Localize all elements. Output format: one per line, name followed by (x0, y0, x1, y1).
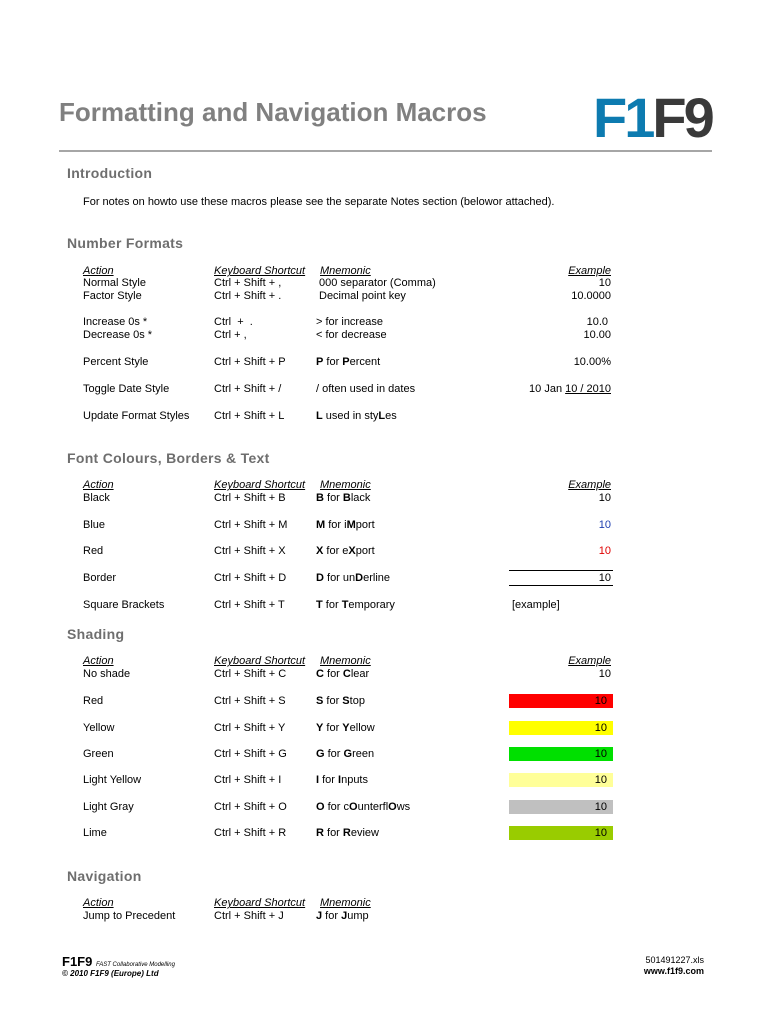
mnemonic-key-letter: D (316, 572, 324, 584)
action-cell: Square Brackets (83, 599, 165, 611)
mnemonic-key-letter: M (316, 519, 326, 531)
mnemonic-cell: > for increase (316, 316, 383, 328)
column-header-shortcut: Keyboard Shortcut (214, 897, 306, 909)
mnemonic-key-letter: S (316, 695, 324, 707)
column-header-mnemonic: Mnemonic (320, 897, 371, 909)
mnemonic-cell (316, 599, 395, 612)
action-cell: Red (83, 695, 104, 707)
f1f9-logo (593, 86, 712, 149)
mnemonic-text: port (355, 545, 375, 557)
mnemonic-key-letter: J (316, 910, 323, 922)
column-header-example: Example (568, 655, 611, 667)
shade-swatch (509, 721, 613, 735)
column-header-mnemonic: Mnemonic (320, 655, 371, 667)
action-cell: No shade (83, 668, 131, 680)
shortcut-cell: Ctrl + Shift + C (214, 668, 287, 680)
shortcut-cell: Ctrl + Shift + R (214, 827, 287, 839)
mnemonic-cell (316, 356, 380, 369)
example-cell: 10.0000 (571, 290, 611, 302)
intro-text: For notes on howto use these macros please see the separate Notes section (belowor attached). (83, 196, 555, 208)
shortcut-cell: Ctrl + Shift + X (214, 545, 286, 557)
mnemonic-text: unterfl (357, 801, 389, 813)
logo-part-1: F1 (593, 86, 653, 149)
shortcut-cell: Ctrl + Shift + G (214, 748, 287, 760)
mnemonic-text: for (323, 695, 343, 707)
action-cell: Percent Style (83, 356, 149, 368)
shortcut-cell: Ctrl + , (214, 329, 247, 341)
shortcut-cell: Ctrl + Shift + , (214, 277, 282, 289)
mnemonic-cell: / often used in dates (316, 383, 416, 395)
shortcut-cell: Ctrl + . (214, 316, 253, 328)
mnemonic-key-letter: G (343, 748, 353, 760)
mnemonic-key-letter: R (316, 827, 324, 839)
mnemonic-text: for (322, 910, 342, 922)
section-heading-navigation: Navigation (67, 868, 142, 884)
footer-filename: 501491227.xls (645, 955, 704, 965)
mnemonic-key-letter: S (342, 695, 350, 707)
mnemonic-text: for (323, 827, 343, 839)
mnemonic-cell (316, 410, 397, 423)
section-heading-shading: Shading (67, 626, 125, 642)
mnemonic-key-letter: O (349, 801, 358, 813)
mnemonic-key-letter: L (378, 410, 386, 422)
section-heading-number-formats: Number Formats (67, 235, 184, 251)
mnemonic-key-letter: Y (316, 722, 324, 734)
shortcut-cell: Ctrl + Shift + M (214, 519, 288, 531)
mnemonic-key-letter: T (316, 599, 323, 611)
border-top-line (509, 570, 613, 571)
mnemonic-key-letter: J (341, 910, 348, 922)
mnemonic-text: for i (325, 519, 347, 531)
mnemonic-key-letter: I (316, 774, 320, 786)
mnemonic-key-letter: X (316, 545, 324, 557)
action-cell: Jump to Precedent (83, 910, 176, 922)
example-cell: 10 (598, 572, 611, 584)
mnemonic-key-letter: P (316, 356, 324, 368)
mnemonic-cell (316, 722, 375, 735)
shortcut-cell: Ctrl + Shift + D (214, 572, 287, 584)
action-cell: Normal Style (83, 277, 146, 289)
mnemonic-text: for un (323, 572, 356, 584)
shade-swatch (509, 747, 613, 761)
example-cell: 10 (594, 774, 607, 786)
action-cell: Light Yellow (83, 774, 142, 786)
mnemonic-key-letter: Y (342, 722, 350, 734)
mnemonic-cell (316, 519, 375, 532)
example-cell: 10 (594, 695, 607, 707)
mnemonic-key-letter: C (316, 668, 324, 680)
action-cell: Increase 0s * (83, 316, 148, 328)
mnemonic-key-letter: L (316, 410, 323, 422)
shortcut-cell: Ctrl + Shift + L (214, 410, 285, 422)
mnemonic-key-letter: I (338, 774, 342, 786)
example-cell: 10 (594, 748, 607, 760)
shortcut-cell: Ctrl + Shift + P (214, 356, 286, 368)
mnemonic-text: for c (324, 801, 350, 813)
mnemonic-key-letter: B (316, 492, 324, 504)
action-cell: Blue (83, 519, 106, 531)
action-cell: Yellow (83, 722, 115, 734)
mnemonic-text: for (323, 722, 343, 734)
shortcut-cell: Ctrl + Shift + / (214, 383, 282, 395)
action-cell: Red (83, 545, 104, 557)
example-date-underlined: 10 / 2010 (565, 383, 611, 395)
shortcut-cell: Ctrl + Shift + O (214, 801, 287, 813)
example-cell: 10 (594, 801, 607, 813)
column-header-action: Action (83, 479, 114, 491)
example-cell: 10 (598, 545, 611, 557)
mnemonic-cell: 000 separator (Comma) (319, 277, 436, 289)
example-cell: 10 (594, 827, 607, 839)
mnemonic-text: es (385, 410, 397, 422)
column-header-shortcut: Keyboard Shortcut (214, 479, 306, 491)
mnemonic-text: for (319, 774, 339, 786)
shade-swatch (509, 826, 613, 840)
mnemonic-cell: < for decrease (316, 329, 387, 341)
action-cell: Toggle Date Style (83, 383, 170, 395)
mnemonic-text: lear (350, 668, 370, 680)
shade-swatch (509, 800, 613, 814)
border-bottom-line (509, 585, 613, 586)
action-cell: Black (83, 492, 110, 504)
example-date-prefix: 10 Jan (529, 383, 566, 395)
column-header-shortcut: Keyboard Shortcut (214, 265, 306, 277)
mnemonic-key-letter: M (346, 519, 356, 531)
shortcut-cell: Ctrl + Shift + I (214, 774, 282, 786)
column-header-mnemonic: Mnemonic (320, 265, 371, 277)
shortcut-cell: Ctrl + Shift + B (214, 492, 286, 504)
page-title: Formatting and Navigation Macros (59, 97, 487, 127)
mnemonic-text: ercent (349, 356, 381, 368)
mnemonic-text: nputs (341, 774, 368, 786)
mnemonic-key-letter: O (388, 801, 397, 813)
column-header-example: Example (568, 265, 611, 277)
mnemonic-key-letter: D (355, 572, 364, 584)
mnemonic-text: for (323, 492, 343, 504)
mnemonic-cell (316, 695, 365, 708)
footer-url: www.f1f9.com (643, 966, 704, 976)
mnemonic-cell (316, 668, 369, 681)
column-header-action: Action (83, 655, 114, 667)
column-header-example: Example (568, 479, 611, 491)
shortcut-cell: Ctrl + Shift + Y (214, 722, 286, 734)
mnemonic-cell (316, 801, 410, 814)
example-cell: 10.00% (573, 356, 611, 368)
mnemonic-text: emporary (348, 599, 395, 611)
mnemonic-text: reen (352, 748, 375, 760)
mnemonic-key-letter: C (342, 668, 351, 680)
mnemonic-key-letter: G (316, 748, 325, 760)
mnemonic-text: port (355, 519, 375, 531)
shortcut-cell: Ctrl + Shift + . (214, 290, 282, 302)
example-cell: [example] (512, 599, 560, 611)
mnemonic-cell (316, 910, 369, 923)
mnemonic-text: ellow (349, 722, 375, 734)
mnemonic-text: ws (396, 801, 411, 813)
mnemonic-text: for (322, 599, 342, 611)
section-heading-introduction: Introduction (67, 165, 153, 181)
mnemonic-cell (316, 774, 368, 787)
column-header-action: Action (83, 265, 114, 277)
mnemonic-text: for (323, 668, 343, 680)
mnemonic-text: for (324, 748, 344, 760)
mnemonic-key-letter: O (316, 801, 325, 813)
shortcut-cell: Ctrl + Shift + S (214, 695, 286, 707)
column-header-shortcut: Keyboard Shortcut (214, 655, 306, 667)
example-cell: 10 (598, 668, 611, 680)
mnemonic-cell: Decimal point key (319, 290, 406, 302)
mnemonic-cell (316, 572, 390, 585)
action-cell: Update Format Styles (83, 410, 190, 422)
mnemonic-key-letter: R (342, 827, 351, 839)
action-cell: Lime (83, 827, 107, 839)
example-cell: 10 (594, 722, 607, 734)
footer-tagline: FAST Collaborative Modelling (96, 962, 175, 968)
mnemonic-text: eview (350, 827, 379, 839)
shortcut-cell: Ctrl + Shift + J (214, 910, 284, 922)
logo-part-2: F9 (652, 86, 712, 149)
mnemonic-cell (316, 492, 370, 505)
mnemonic-text: lack (350, 492, 371, 504)
mnemonic-key-letter: T (341, 599, 349, 611)
mnemonic-text: top (349, 695, 365, 707)
column-header-action: Action (83, 897, 114, 909)
action-cell: Light Gray (83, 801, 134, 813)
example-cell: 10.00 (583, 329, 611, 341)
mnemonic-cell (316, 827, 379, 840)
example-cell: 10.0 (586, 316, 608, 328)
shortcut-cell: Ctrl + Shift + T (214, 599, 285, 611)
action-cell: Green (83, 748, 114, 760)
action-cell: Border (83, 572, 117, 584)
shade-swatch (509, 773, 613, 787)
mnemonic-text: for e (323, 545, 349, 557)
mnemonic-text: for (323, 356, 343, 368)
mnemonic-cell (316, 545, 375, 558)
action-cell: Decrease 0s * (83, 329, 153, 341)
example-cell: 10 (598, 492, 611, 504)
mnemonic-key-letter: P (342, 356, 350, 368)
example-cell: 10 (598, 519, 611, 531)
mnemonic-text: erline (363, 572, 390, 584)
mnemonic-key-letter: B (342, 492, 351, 504)
example-cell (529, 383, 611, 396)
mnemonic-cell (316, 748, 374, 761)
footer-copyright: © 2010 F1F9 (Europe) Ltd (62, 969, 159, 978)
section-heading-font-colours: Font Colours, Borders & Text (67, 450, 270, 466)
action-cell: Factor Style (83, 290, 142, 302)
footer-logo: F1F9 (62, 954, 93, 969)
shade-swatch (509, 694, 613, 708)
column-header-mnemonic: Mnemonic (320, 479, 371, 491)
mnemonic-key-letter: X (348, 545, 356, 557)
example-cell: 10 (598, 277, 611, 289)
title-divider (59, 150, 712, 152)
mnemonic-text: ump (347, 910, 369, 922)
mnemonic-text: used in sty (322, 410, 379, 422)
